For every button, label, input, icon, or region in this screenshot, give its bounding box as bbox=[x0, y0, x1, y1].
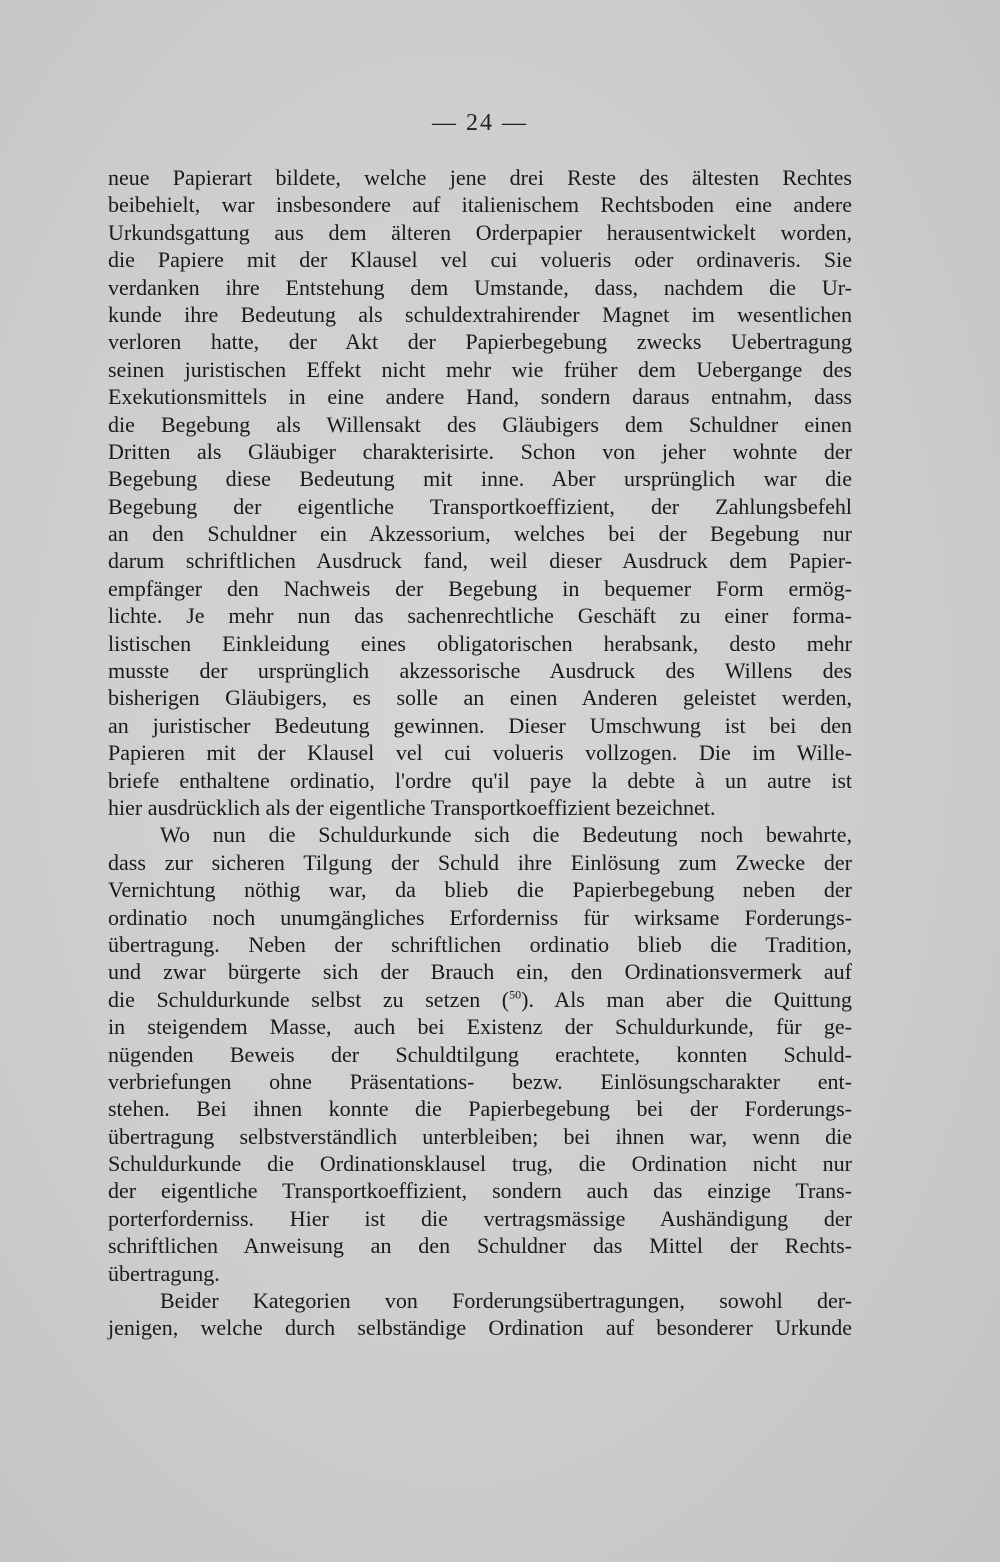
text-line: verloren hatte, der Akt der Papierbegebung zwecks Uebertragung bbox=[108, 329, 852, 355]
text-line: Vernichtung nöthig war, da blieb die Papierbegebung neben der bbox=[108, 877, 852, 903]
text-line: übertragung selbstverständlich unterbleiben; bei ihnen war, wenn die bbox=[108, 1123, 852, 1149]
text-line: kunde ihre Bedeutung als schuldextrahirender Magnet im wesentlichen bbox=[108, 301, 852, 327]
text-line: musste der ursprünglich akzessorische Ausdruck des Willens des bbox=[108, 658, 852, 684]
text-line: Schuldurkunde die Ordinationsklausel trug, die Ordination nicht nur bbox=[108, 1151, 852, 1177]
footnote-reference: 50 bbox=[509, 987, 522, 1002]
text-line: nügenden Beweis der Schuldtilgung erachtete, konnten Schuld- bbox=[108, 1041, 852, 1067]
text-line: neue Papierart bildete, welche jene drei Reste des ältesten Rechtes bbox=[108, 165, 852, 190]
text-line: bisherigen Gläubigers, es solle an einen Anderen geleistet werden, bbox=[108, 685, 852, 711]
text-line: an den Schuldner ein Akzessorium, welches bei der Begebung nur bbox=[108, 521, 852, 547]
text-line: übertragung. Neben der schriftlichen ordinatio blieb die Tradition, bbox=[108, 931, 852, 957]
body-text bbox=[108, 164, 852, 1342]
text-line: lichte. Je mehr nun das sachenrechtliche Geschäft zu einer forma- bbox=[108, 603, 852, 629]
text-line: jenigen, welche durch selbständige Ordination auf besonderer Urkunde bbox=[108, 1315, 852, 1341]
text-segment: die Schuldurkunde selbst zu setzen ( bbox=[108, 986, 510, 1012]
text-line: schriftlichen Anweisung an den Schuldner das Mittel der Rechts- bbox=[108, 1233, 852, 1259]
text-line: Urkundsgattung aus dem älteren Orderpapier herausentwickelt worden, bbox=[108, 219, 852, 245]
text-line: briefe enthaltene ordinatio, l'ordre qu'il paye la debte à un autre ist bbox=[108, 767, 852, 793]
text-line: verdanken ihre Entstehung dem Umstande, dass, nachdem die Ur- bbox=[108, 274, 852, 300]
text-line: darum schriftlichen Ausdruck fand, weil dieser Ausdruck dem Papier- bbox=[108, 548, 852, 574]
text-line: listischen Einkleidung eines obligatorischen herabsank, desto mehr bbox=[108, 630, 852, 656]
text-line: Wo nun die Schuldurkunde sich die Bedeutung noch bewahrte, bbox=[160, 822, 852, 848]
text-line: ordinatio noch unumgängliches Erforderniss für wirksame Forderungs- bbox=[108, 904, 852, 930]
text-line: und zwar bürgerte sich der Brauch ein, den Ordinationsvermerk auf bbox=[108, 959, 852, 985]
text-line: die Papiere mit der Klausel vel cui volueris oder ordinaveris. Sie bbox=[108, 247, 852, 273]
text-line: beibehielt, war insbesondere auf italienischem Rechtsboden eine andere bbox=[108, 192, 852, 218]
text-line: übertragung. bbox=[108, 1260, 220, 1286]
text-line: Exekutionsmittels in eine andere Hand, sondern daraus entnahm, dass bbox=[108, 384, 852, 410]
text-line: Begebung diese Bedeutung mit inne. Aber ursprünglich war die bbox=[108, 466, 852, 492]
text-line: verbriefungen ohne Präsentations- bezw. Einlösungscharakter ent- bbox=[108, 1068, 852, 1094]
text-line: seinen juristischen Effekt nicht mehr wie früher dem Uebergange des bbox=[108, 356, 852, 382]
text-line: Papieren mit der Klausel vel cui volueris vollzogen. Die im Wille- bbox=[108, 740, 852, 766]
text-line-with-footnote bbox=[108, 986, 852, 1013]
text-line: stehen. Bei ihnen konnte die Papierbegebung bei der Forderungs- bbox=[108, 1096, 852, 1122]
text-line: an juristischer Bedeutung gewinnen. Dieser Umschwung ist bei den bbox=[108, 712, 852, 738]
text-line: die Begebung als Willensakt des Gläubigers dem Schuldner einen bbox=[108, 411, 852, 437]
text-segment: ). Als man aber die Quittung bbox=[521, 986, 852, 1012]
page-number: — 24 — bbox=[432, 110, 528, 136]
text-line: in steigendem Masse, auch bei Existenz der Schuldurkunde, für ge- bbox=[108, 1014, 852, 1040]
text-line: dass zur sicheren Tilgung der Schuld ihre Einlösung zum Zwecke der bbox=[108, 849, 852, 875]
text-line: Beider Kategorien von Forderungsübertragungen, sowohl der- bbox=[160, 1288, 852, 1314]
text-line: der eigentliche Transportkoeffizient, sondern auch das einzige Trans- bbox=[108, 1178, 852, 1204]
text-line: Begebung der eigentliche Transportkoeffizient, der Zahlungsbefehl bbox=[108, 493, 852, 519]
text-line: porterforderniss. Hier ist die vertragsmässige Aushändigung der bbox=[108, 1205, 852, 1231]
text-line: Dritten als Gläubiger charakterisirte. Schon von jeher wohnte der bbox=[108, 438, 852, 464]
text-line: empfänger den Nachweis der Begebung in bequemer Form ermög- bbox=[108, 575, 852, 601]
text-line: hier ausdrücklich als der eigentliche Transportkoeffizient bezeichnet. bbox=[108, 794, 716, 820]
